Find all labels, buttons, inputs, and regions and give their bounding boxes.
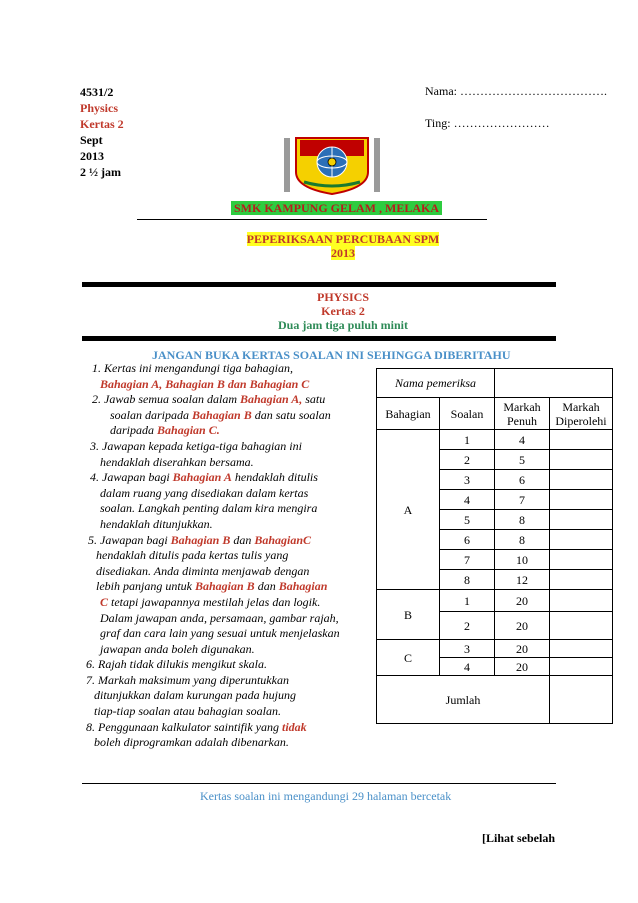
question-number: 1 <box>440 590 495 612</box>
question-number: 8 <box>440 570 495 590</box>
paper-code: 4531/2 <box>80 85 114 99</box>
question-number: 6 <box>440 530 495 550</box>
total-value-cell <box>550 676 613 724</box>
next-page-note: [Lihat sebelah <box>482 831 556 845</box>
instruction-8: 8. Penggunaan kalkulator saintifik yang tidak <box>86 719 307 734</box>
instruction-5-cont5: Dalam jawapan anda, persamaan, gambar rajah, <box>100 610 339 625</box>
school-name: SMK KAMPUNG GELAM , MELAKA <box>231 201 442 215</box>
examiner-label: Nama pemeriksa <box>377 369 495 398</box>
paper-number: Kertas 2 <box>80 117 124 131</box>
full-mark: 20 <box>495 590 550 612</box>
full-mark: 7 <box>495 490 550 510</box>
instruction-5-cont2: disediakan. Anda diminta menjawab dengan <box>96 563 310 578</box>
obtained-mark-cell <box>550 490 613 510</box>
instruction-5-cont3: lebih panjang untuk Bahagian B dan Bahagian <box>96 579 328 594</box>
subject-block <box>200 290 486 332</box>
exam-year: 2013 <box>80 149 104 163</box>
subject-paper: Kertas 2 <box>321 304 365 318</box>
instruction-4-cont3: hendaklah ditunjukkan. <box>100 516 213 531</box>
obtained-mark-cell <box>550 612 613 640</box>
exam-title-line2: 2013 <box>331 246 355 260</box>
instruction-8-cont: boleh diprogramkan adalah dibenarkan. <box>94 735 289 750</box>
question-number: 4 <box>440 490 495 510</box>
obtained-mark-cell <box>550 590 613 612</box>
total-label: Jumlah <box>377 676 550 724</box>
full-mark: 12 <box>495 570 550 590</box>
question-number: 4 <box>440 658 495 676</box>
full-mark: 5 <box>495 450 550 470</box>
name-field: Nama: ………………………………. <box>425 84 607 98</box>
obtained-mark-cell <box>550 510 613 530</box>
instruction-4-cont1: dalam ruang yang disediakan dalam kertas <box>100 485 309 500</box>
obtained-mark-cell <box>550 570 613 590</box>
obtained-mark-cell <box>550 530 613 550</box>
obtained-mark-cell <box>550 470 613 490</box>
question-number: 5 <box>440 510 495 530</box>
obtained-mark-cell <box>550 550 613 570</box>
marks-table <box>376 368 613 724</box>
subject-duration: Dua jam tiga puluh minit <box>277 318 409 332</box>
exam-month: Sept <box>80 133 103 147</box>
full-mark: 6 <box>495 470 550 490</box>
section-b-label: B <box>377 590 440 640</box>
header-question: Soalan <box>440 398 495 430</box>
page-count-note: Kertas soalan ini mengandungi 29 halaman bercetak <box>200 789 452 803</box>
question-number: 2 <box>440 612 495 640</box>
obtained-mark-cell <box>550 640 613 658</box>
instruction-5-cont4: C tetapi jawapannya mestilah jelas dan logik. <box>100 594 321 609</box>
question-number: 7 <box>440 550 495 570</box>
full-mark: 10 <box>495 550 550 570</box>
instruction-5: 5. Jawapan bagi Bahagian B dan BahagianC <box>88 532 312 547</box>
instruction-3-cont: hendaklah diserahkan bersama. <box>100 454 254 469</box>
instruction-5-cont7: jawapan anda boleh digunakan. <box>100 641 255 656</box>
instruction-4-cont2: soalan. Langkah penting dalam kira mengira <box>100 501 318 516</box>
instruction-7: 7. Markah maksimum yang diperuntukkan <box>86 672 289 687</box>
question-number: 2 <box>440 450 495 470</box>
header-section: Bahagian <box>377 398 440 430</box>
exam-title <box>232 232 454 260</box>
section-c-label: C <box>377 640 440 676</box>
instruction-1: 1. Kertas ini mengandungi tiga bahagian, <box>92 361 293 375</box>
thick-divider-top <box>82 282 556 287</box>
instruction-4: 4. Jawapan bagi Bahagian A hendaklah ditulis <box>90 470 318 485</box>
exam-duration: 2 ½ jam <box>80 165 121 179</box>
instruction-7-cont1: ditunjukkan dalam kurungan pada hujung <box>94 688 296 703</box>
thick-divider-bottom <box>82 336 556 341</box>
subject-name: Physics <box>80 101 119 115</box>
instruction-5-cont6: graf dan cara lain yang sesuai untuk menjelaskan <box>100 626 340 641</box>
class-field: Ting: …………………… <box>425 116 550 130</box>
section-a-label: A <box>377 430 440 590</box>
header-info <box>80 84 124 180</box>
full-mark: 8 <box>495 510 550 530</box>
examiner-name-cell <box>495 369 613 398</box>
instruction-1-parts: Bahagian A, Bahagian B dan Bahagian C <box>100 376 310 391</box>
warning-text: JANGAN BUKA KERTAS SOALAN INI SEHINGGA DIBERITAHU <box>152 348 511 362</box>
instruction-3: 3. Jawapan kepada ketiga-tiga bahagian ini <box>90 438 302 453</box>
question-number: 3 <box>440 640 495 658</box>
subject-title: PHYSICS <box>316 290 369 304</box>
instruction-5-cont1: hendaklah ditulis pada kertas tulis yang <box>96 548 289 563</box>
obtained-mark-cell <box>550 430 613 450</box>
obtained-mark-cell <box>550 450 613 470</box>
divider-line <box>137 219 487 220</box>
question-number: 1 <box>440 430 495 450</box>
instruction-6: 6. Rajah tidak dilukis mengikut skala. <box>86 657 267 672</box>
full-mark: 20 <box>495 658 550 676</box>
obtained-mark-cell <box>550 658 613 676</box>
instruction-2-cont: soalan daripada Bahagian B dan satu soalan <box>110 407 331 422</box>
instruction-2-end: daripada Bahagian C. <box>110 423 220 438</box>
full-mark: 20 <box>495 612 550 640</box>
instruction-2: 2. Jawab semua soalan dalam Bahagian A, satu <box>92 392 326 407</box>
footer-divider <box>82 783 556 784</box>
exam-title-line1: PEPERIKSAAN PERCUBAAN SPM <box>246 232 440 246</box>
full-mark: 20 <box>495 640 550 658</box>
header-obtained-marks: Markah Diperolehi <box>550 398 613 430</box>
school-logo <box>282 132 382 196</box>
instructions <box>86 361 340 751</box>
header-full-marks: Markah Penuh <box>495 398 550 430</box>
full-mark: 4 <box>495 430 550 450</box>
full-mark: 8 <box>495 530 550 550</box>
instruction-7-cont2: tiap-tiap soalan atau bahagian soalan. <box>94 704 282 719</box>
question-number: 3 <box>440 470 495 490</box>
